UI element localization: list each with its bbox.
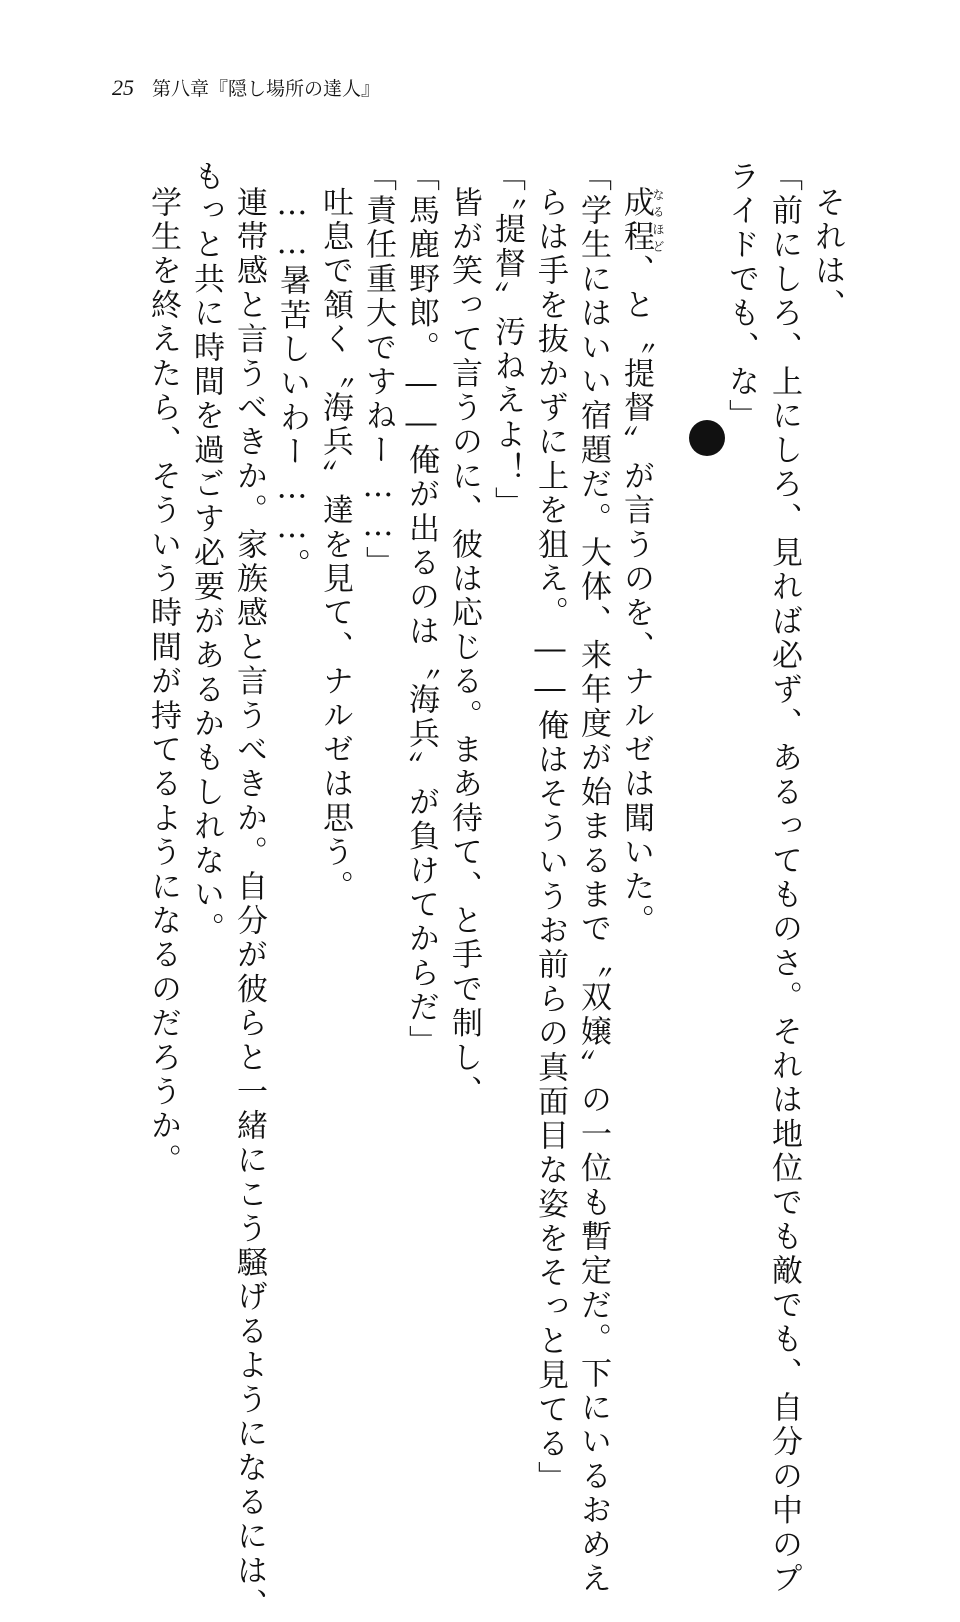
text-column-10: 「責任重大ですねー……」	[360, 160, 396, 581]
text-column-7: 「〝提督〟汚ねえよ！」	[489, 160, 525, 521]
text-column-4: 成程なるほど、と〝提督〟が言うのを、ナルゼは聞いた。	[618, 186, 665, 939]
section-break-dot	[689, 420, 725, 456]
ruby-naruhodo: 成程なるほど	[618, 186, 665, 255]
text-column-2: 「前にしろ、上にしろ、見れば必ず、あるってものさ。それは地位でも敵でも、自分の中のプ	[766, 160, 802, 1597]
running-header	[112, 74, 380, 104]
text-column-8: 皆が笑って言うのに、彼は応じる。まあ待て、と手で制し、	[446, 186, 482, 1110]
text-column-5: 「学生にはいい宿題だ。大体、来年度が始まるまで〝双嬢〟の一位も暫定だ。下にいるおめえ	[575, 160, 611, 1597]
text-column-9: 「馬鹿野郎。――俺が出るのは〝海兵〟が負けてからだ」	[403, 160, 439, 1060]
text-column-1: それは、	[809, 186, 845, 323]
text-column-14: もっと共に時間を過ごす必要があるかもしれない。	[188, 160, 224, 947]
text-column-12: ……暑苦しいわー……。	[274, 186, 310, 583]
text-column-3: ライドでも、な」	[723, 160, 759, 434]
chapter-title: 第八章『隠し場所の達人』	[152, 78, 381, 100]
text-column-13: 連帯感と言うべきか。家族感と言うべきか。自分が彼らと一緒にこう騒げるようになるには、	[231, 186, 267, 1622]
text-column-6: らは手を抜かずに上を狙え。――俺はそういうお前らの真面目な姿をそっと見てる」	[532, 186, 568, 1496]
page-number: 25	[112, 75, 134, 100]
text-column-15: 学生を終えたら、そういう時間が持てるようになるのだろうか。	[145, 186, 181, 1178]
text-column-11: 吐息で頷く〝海兵〟達を見て、ナルゼは思う。	[317, 186, 353, 905]
